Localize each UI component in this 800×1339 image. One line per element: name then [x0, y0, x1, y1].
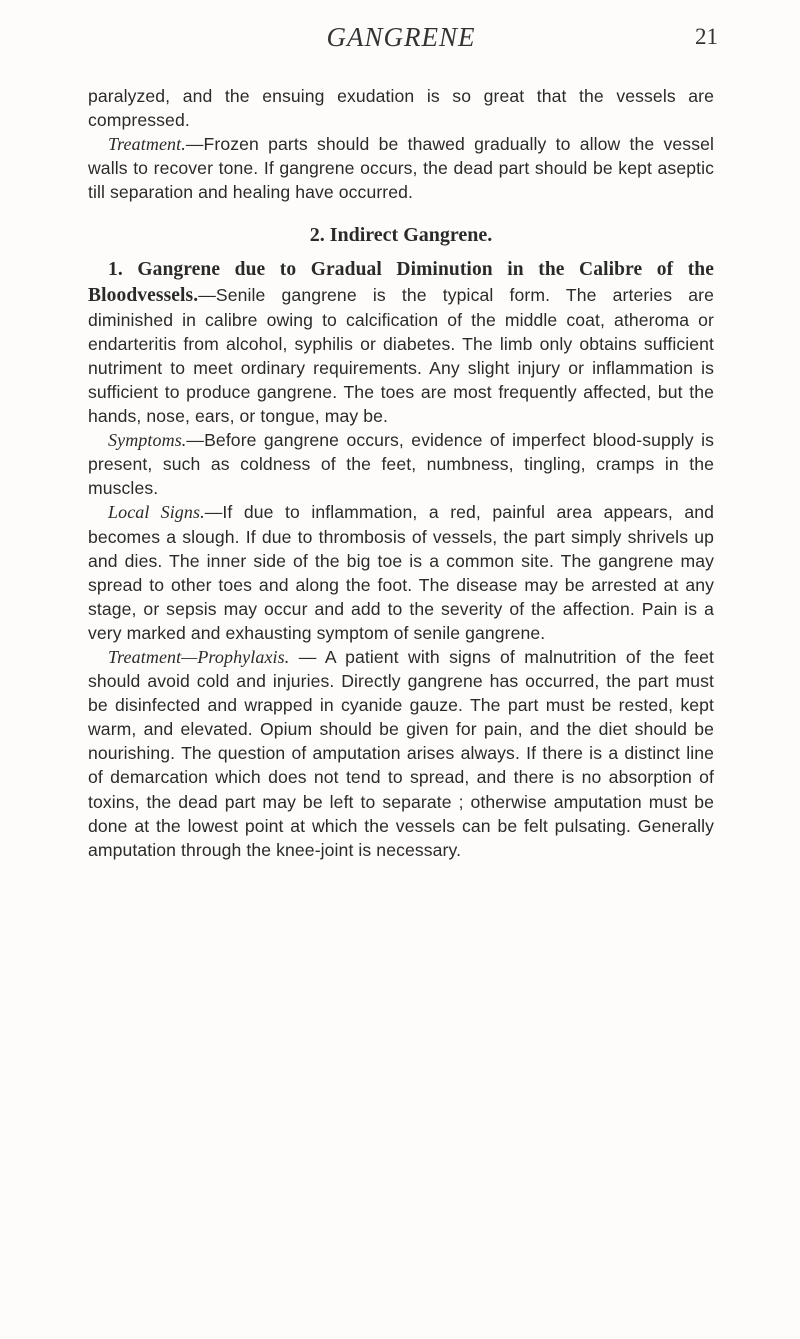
- senile-gangrene-text: —Senile gangrene is the typical form. The arteries are diminished in calibre owing to calcification of the middle coat, atheroma or endarteritis from alcohol, syphilis or diabetes. The limb only obtains sufficient nutriment to meet ordinary requirements. Any slight injury or inflammation is sufficient to produce gangrene. The toes are most frequently affected, but the hands, nose, ears, or tongue, may be.: [88, 284, 714, 427]
- prophylaxis-text: — A patient with signs of malnutrition of the feet should avoid cold and injuries. Directly gangrene has occurred, the part must be disinfected and wrapped in cyanide gauze. The part must be rested, kept warm, and elevated. Opium should be given for pain, and the diet should be nourishing. The question of amputation arises always. If there is a distinct line of demarcation which does not tend to spread, and there is no absorption of toxins, the dead part may be left to separate ; otherwise amputation must be done at the lowest point at which the vessels can be felt pulsating. Generally amputation through the knee-joint is necessary.: [88, 646, 714, 860]
- section-heading: 2. Indirect Gangrene.: [309, 224, 493, 247]
- paragraph-frostbite-treatment: [88, 132, 714, 204]
- symptoms-label: Symptoms.: [108, 430, 187, 451]
- paragraph-local-signs: [88, 500, 714, 645]
- local-signs-text: —If due to inflammation, a red, painful area appears, and becomes a slough. If due to thrombosis of vessels, the part simply shrivels up and dies. The inner side of the big toe is a common site. The gangrene may spread to other toes and along the foot. The disease may be arrested at any stage, or sepsis may occur and add to the severity of the affection. Pain is a very marked and exhausting symptom of senile gangrene.: [88, 502, 714, 643]
- paragraph-gradual-diminution: [88, 257, 714, 428]
- symptoms-text: —Before gangrene occurs, evidence of imperfect blood-supply is present, such as coldness of the feet, numbness, tingling, cramps in the muscles.: [88, 430, 714, 499]
- paragraph-symptoms: [88, 428, 714, 500]
- paragraph-prophylaxis: [88, 645, 714, 862]
- running-header: [88, 22, 718, 62]
- paragraph-continued: paralyzed, and the ensuing exudation is so great that the vessels are compressed.: [88, 86, 714, 131]
- treatment-label: Treatment.: [108, 134, 186, 155]
- running-title: GANGRENE: [326, 22, 476, 52]
- treatment-text: —Frozen parts should be thawed gradually to allow the vessel walls to recover tone. If gangrene occurs, the dead part should be kept aseptic till separation and healing have occurred.: [88, 134, 714, 203]
- page-number: 21: [695, 24, 718, 49]
- local-signs-label: Local Signs.: [108, 502, 205, 523]
- prophylaxis-label: Treatment—Prophylaxis.: [108, 646, 290, 667]
- subsection-heading: 1. Gangrene due to Gradual Diminution in the Calibre of the Bloodvessels.: [88, 259, 714, 306]
- book-page: [88, 22, 718, 862]
